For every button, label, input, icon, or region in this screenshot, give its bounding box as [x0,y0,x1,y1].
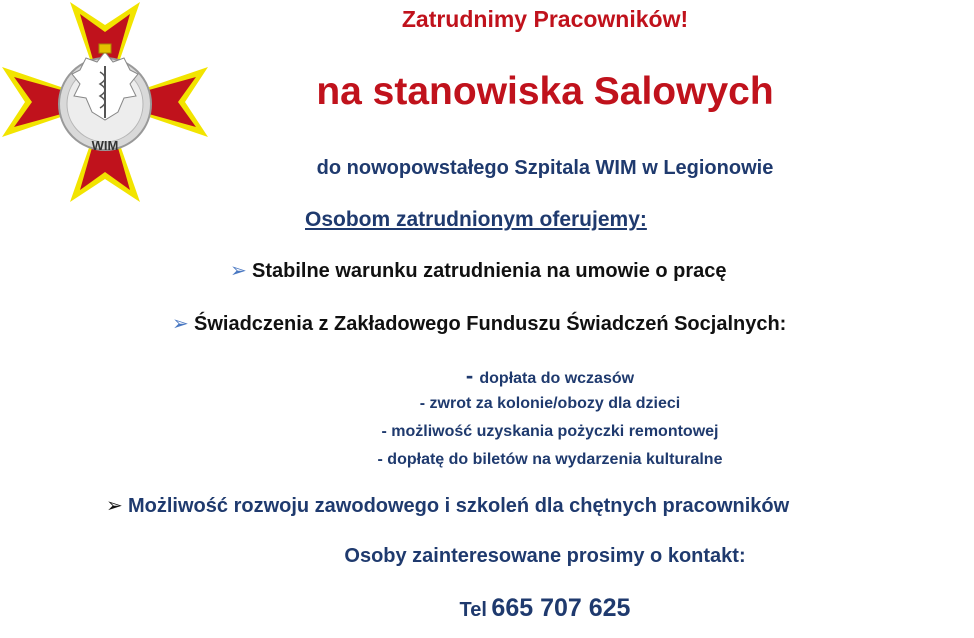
arrow-bullet-icon: ➢ [106,495,123,517]
benefit-item: - dopłata do wczasów [465,363,635,388]
phone-number: 665 707 625 [491,594,631,622]
logo-text: WIM [91,138,119,153]
phone-line [190,594,900,623]
bullet-item: ➢ Możliwość rozwoju zawodowego i szkoleń dla chętnych pracowników [106,495,790,517]
headline: Zatrudnimy Pracowników! [401,6,689,32]
benefit-item: - zwrot za kolonie/obozy dla dzieci [419,395,681,412]
benefit-item: - możliwość uzyskania pożyczki remontowej [381,423,719,440]
arrow-bullet-icon: ➢ [230,260,247,282]
wim-logo [0,0,210,205]
position-title: na stanowiska Salowych [316,70,774,113]
contact-heading: Osoby zainteresowane prosimy o kontakt: [344,545,746,567]
bullet-item: ➢ Świadczenia z Zakładowego Funduszu Świadczeń Socjalnych: [172,313,787,335]
arrow-bullet-icon: ➢ [172,313,189,335]
bullet-item: ➢ Stabilne warunku zatrudnienia na umowie o pracę [230,260,727,282]
phone-label: Tel [459,599,487,621]
benefit-item: - dopłatę do biletów na wydarzenia kulturalne [377,451,723,468]
offer-heading: Osobom zatrudnionym oferujemy: [305,208,647,231]
hospital-line: do nowopowstałego Szpitala WIM w Legionowie [316,157,774,179]
